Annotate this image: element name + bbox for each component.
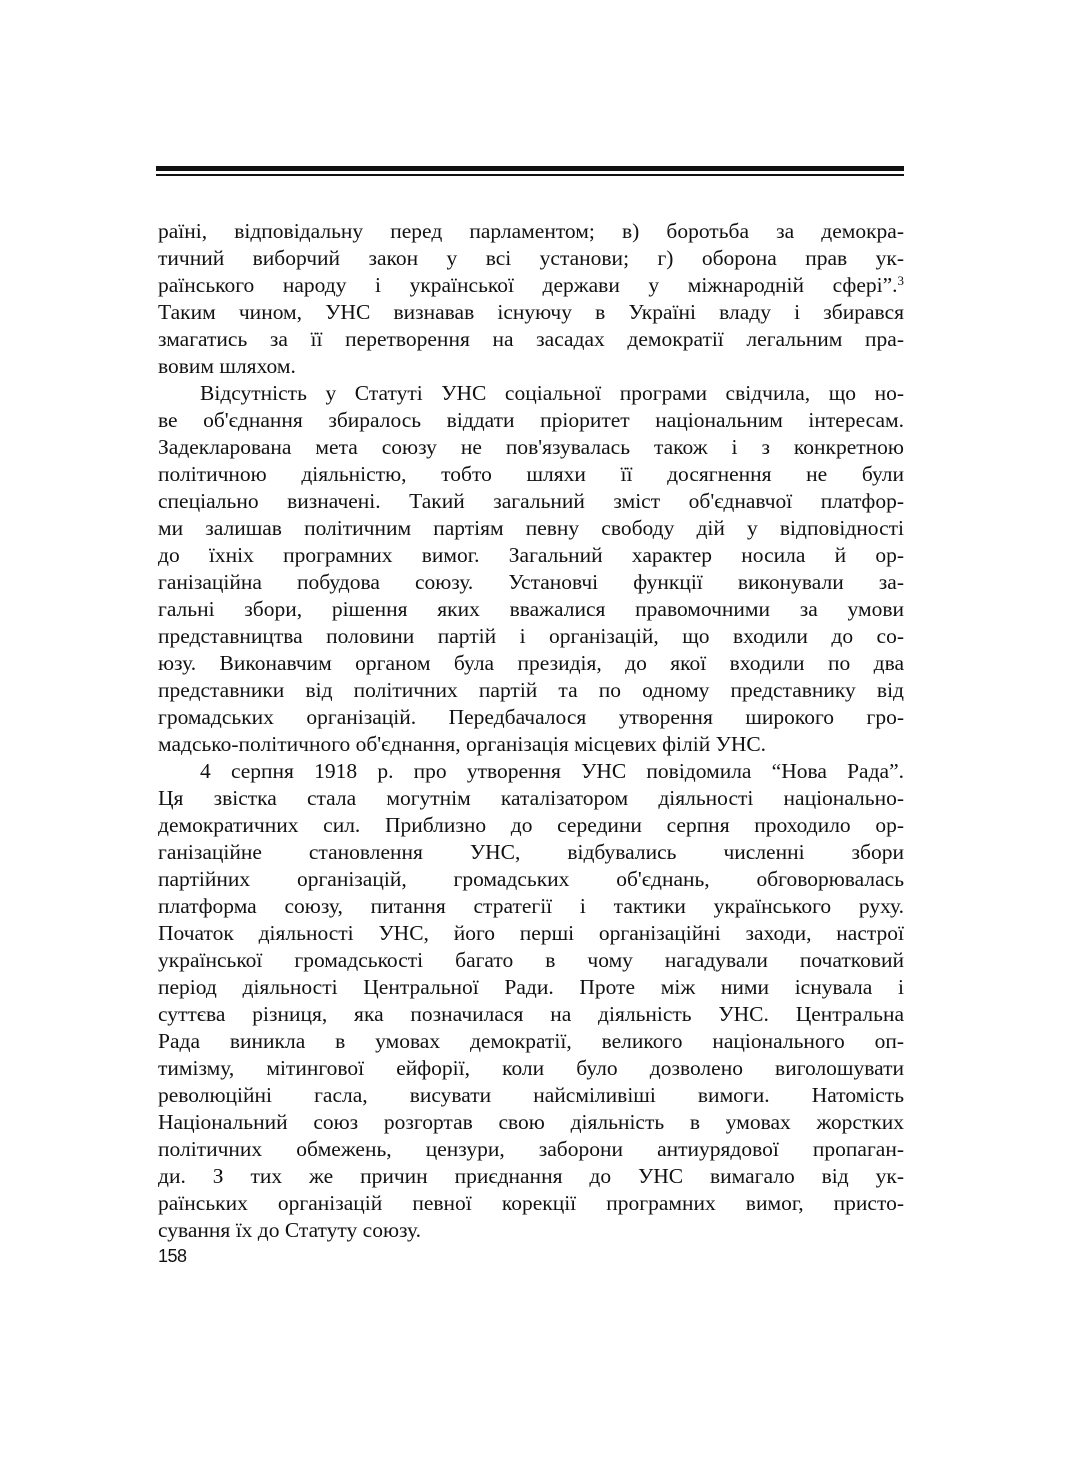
text-line: ганізаційна побудова союзу. Установчі функції виконували за- xyxy=(158,570,904,594)
text-line: представництва половини партій і організацій, що входили до со- xyxy=(158,624,904,648)
text-line: громадських організацій. Передбачалося утворення широкого гро- xyxy=(158,705,904,729)
text-line: раїнських організацій певної корекції програмних вимог, присто- xyxy=(158,1191,904,1215)
text-line: юзу. Виконавчим органом була президія, до якої входили по два xyxy=(158,651,904,675)
text-line: період діяльності Центральної Ради. Проте між ними існувала і xyxy=(158,975,904,999)
text-line: Національний союз розгортав свою діяльність в умовах жорстких xyxy=(158,1110,904,1134)
text-line: Задекларована мета союзу не пов'язувалась також і з конкретною xyxy=(158,435,904,459)
text-line: Рада виникла в умовах демократії, великого національного оп- xyxy=(158,1029,904,1053)
footnote-marker: 3 xyxy=(897,273,904,288)
text-line: тимізму, мітингової ейфорії, коли було дозволено виголошувати xyxy=(158,1056,904,1080)
body-text xyxy=(158,218,904,1244)
paragraph-first-line: Відсутність у Статуті УНС соціальної програми свідчила, що но- xyxy=(200,381,904,405)
text-line: мадсько-політичного об'єднання, організація місцевих філій УНС. xyxy=(158,732,767,756)
header-rule-thick xyxy=(156,166,904,171)
text-line: Таким чином, УНС визнавав існуючу в Україні владу і збирався xyxy=(158,300,904,324)
text-line: демократичних сил. Приблизно до середини серпня проходило ор- xyxy=(158,813,904,837)
text-line-content: раїнського народу і української держави у міжнародній сфері”. xyxy=(158,273,898,297)
text-line: представники від політичних партій та по одному представнику від xyxy=(158,678,904,702)
text-line: спеціально визначені. Такий загальний зміст об'єднавчої платфор- xyxy=(158,489,904,513)
page-number: 158 xyxy=(158,1246,187,1266)
text-line: ми залишав політичним партіям певну свободу дій у відповідності xyxy=(158,516,904,540)
text-line: змагатись за її перетворення на засадах демократії легальним пра- xyxy=(158,327,904,351)
text-line: політичних обмежень, цензури, заборони антиурядової пропаган- xyxy=(158,1137,904,1161)
text-line: до їхніх програмних вимог. Загальний характер носила й ор- xyxy=(158,543,904,567)
text-line: Початок діяльності УНС, його перші організаційні заходи, настрої xyxy=(158,921,904,945)
paragraph-first-line: 4 серпня 1918 р. про утворення УНС повідомила “Нова Рада”. xyxy=(200,759,904,783)
text-line: гальні збори, рішення яких вважалися правомочними за умови xyxy=(158,597,904,621)
text-line: сування їх до Статуту союзу. xyxy=(158,1218,422,1242)
text-line: платформа союзу, питання стратегії і тактики українського руху. xyxy=(158,894,904,918)
text-line: ди. З тих же причин приєднання до УНС вимагало від ук- xyxy=(158,1164,904,1188)
text-line: політичною діяльністю, тобто шляхи її досягнення не були xyxy=(158,462,904,486)
text-line: ганізаційне становлення УНС, відбувались численні збори xyxy=(158,840,904,864)
text-line: суттєва різниця, яка позначилася на діяльність УНС. Центральна xyxy=(158,1002,904,1026)
text-line: української громадськості багато в чому нагадували початковий xyxy=(158,948,904,972)
text-line-with-footnote xyxy=(158,272,904,299)
text-line: раїні, відповідальну перед парламентом; в) боротьба за демокра- xyxy=(158,219,904,243)
text-line: Ця звістка стала могутнім каталізатором діяльності національно- xyxy=(158,786,904,810)
text-line: ве об'єднання збиралось віддати пріоритет національним інтересам. xyxy=(158,408,904,432)
text-line: партійних організацій, громадських об'єднань, обговорювалась xyxy=(158,867,904,891)
text-line: тичний виборчий закон у всі установи; г) оборона прав ук- xyxy=(158,246,904,270)
text-line: революційні гасла, висувати найсміливіші вимоги. Натомість xyxy=(158,1083,904,1107)
text-line: вовим шляхом. xyxy=(158,354,296,378)
header-rule-thin xyxy=(156,174,904,176)
